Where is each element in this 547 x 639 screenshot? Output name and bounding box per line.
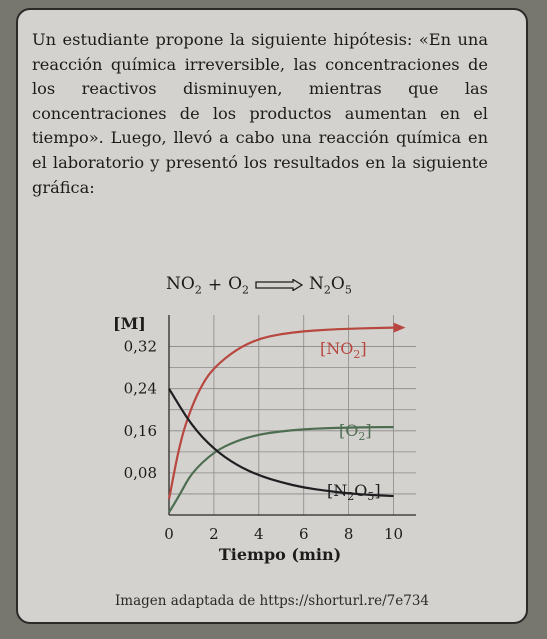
y-tick-label: 0,24 bbox=[123, 379, 157, 398]
series-label-2: $[O_2]$ bbox=[339, 421, 372, 443]
x-tick-label: 0 bbox=[164, 525, 174, 543]
source-caption: Imagen adaptada de https://shorturl.re/7e734 bbox=[114, 593, 430, 609]
question-card bbox=[16, 8, 528, 624]
x-tick-label: 4 bbox=[254, 525, 264, 543]
product-n2o5: $N_2O_5$ bbox=[309, 274, 352, 297]
y-tick-label: 0,16 bbox=[123, 421, 157, 440]
reactant-no2: $NO_2$ bbox=[166, 274, 202, 297]
x-tick-label: 2 bbox=[209, 525, 219, 543]
plus-sign: + bbox=[207, 275, 223, 296]
x-axis-label: Tiempo (min) bbox=[218, 545, 342, 564]
y-tick-label: 0,32 bbox=[123, 337, 157, 356]
question-paragraph: Un estudiante propone la siguiente hipótesis: «En una reacción química irreversible, las concentraciones de los reactivos disminuyen, mientras que las concentraciones de los productos aumentan en el tiempo». Luego, llevó a cabo una reacción química en el laboratorio y presentó los resultados en la siguiente gráfica: bbox=[32, 30, 488, 197]
concentration-chart bbox=[18, 10, 526, 622]
x-tick-label: 8 bbox=[343, 525, 354, 543]
series-label-3: $[N_2O_5]$ bbox=[327, 481, 381, 503]
reactant-o2: $O_2$ bbox=[228, 274, 249, 297]
x-tick-label: 6 bbox=[298, 525, 309, 543]
y-tick-label: 0,08 bbox=[123, 463, 157, 482]
x-tick-label: 10 bbox=[383, 525, 404, 543]
y-axis-label: [M] bbox=[113, 314, 146, 333]
series-label-1: $[NO_2]$ bbox=[320, 339, 367, 361]
